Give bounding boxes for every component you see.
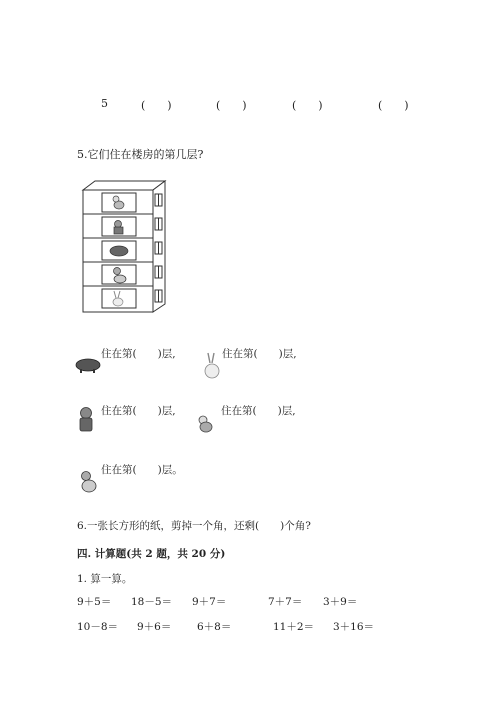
- calc-item: 9＋5＝: [77, 596, 112, 608]
- calc-item: 9＋7＝: [192, 596, 227, 608]
- calc-item: 9＋6＝: [137, 621, 172, 633]
- calc-item: 6＋8＝: [197, 621, 232, 633]
- row-number: 5: [101, 97, 108, 110]
- section-heading: 四. 计算题(共 2 题，共 20 分): [77, 548, 226, 560]
- calc-item: 10－8＝: [77, 621, 119, 633]
- answer-blank: ( ): [378, 99, 409, 112]
- bird-icon: [196, 414, 214, 434]
- answer-line: 住在第( )层。: [101, 464, 183, 476]
- answer-line: 住在第( )层,: [221, 405, 296, 417]
- calc-item: 11＋2＝: [273, 621, 315, 633]
- question-5-title: 5.它们住在楼房的第几层?: [77, 148, 204, 161]
- calc-item: 7＋7＝: [268, 596, 303, 608]
- question-6: 6.一张长方形的纸，剪掉一个角，还剩( )个角?: [77, 520, 311, 532]
- answer-line: 住在第( )层,: [101, 348, 176, 360]
- answer-blank: ( ): [216, 99, 247, 112]
- rabbit-icon: [202, 351, 222, 381]
- duck-icon: [78, 470, 98, 494]
- answer-line: 住在第( )层,: [101, 405, 176, 417]
- calc-item: 3＋9＝: [323, 596, 358, 608]
- answer-line: 住在第( )层,: [222, 348, 297, 360]
- calc-item: 18－5＝: [131, 596, 173, 608]
- building-illustration: [80, 178, 180, 318]
- answer-blank: ( ): [141, 99, 172, 112]
- answer-blank: ( ): [292, 99, 323, 112]
- monkey-icon: [76, 406, 96, 434]
- animal-pig-icon: [110, 246, 128, 256]
- calc-item: 3＋16＝: [333, 621, 375, 633]
- pig-icon: [74, 356, 102, 374]
- sub-question-1: 1. 算一算。: [77, 573, 133, 585]
